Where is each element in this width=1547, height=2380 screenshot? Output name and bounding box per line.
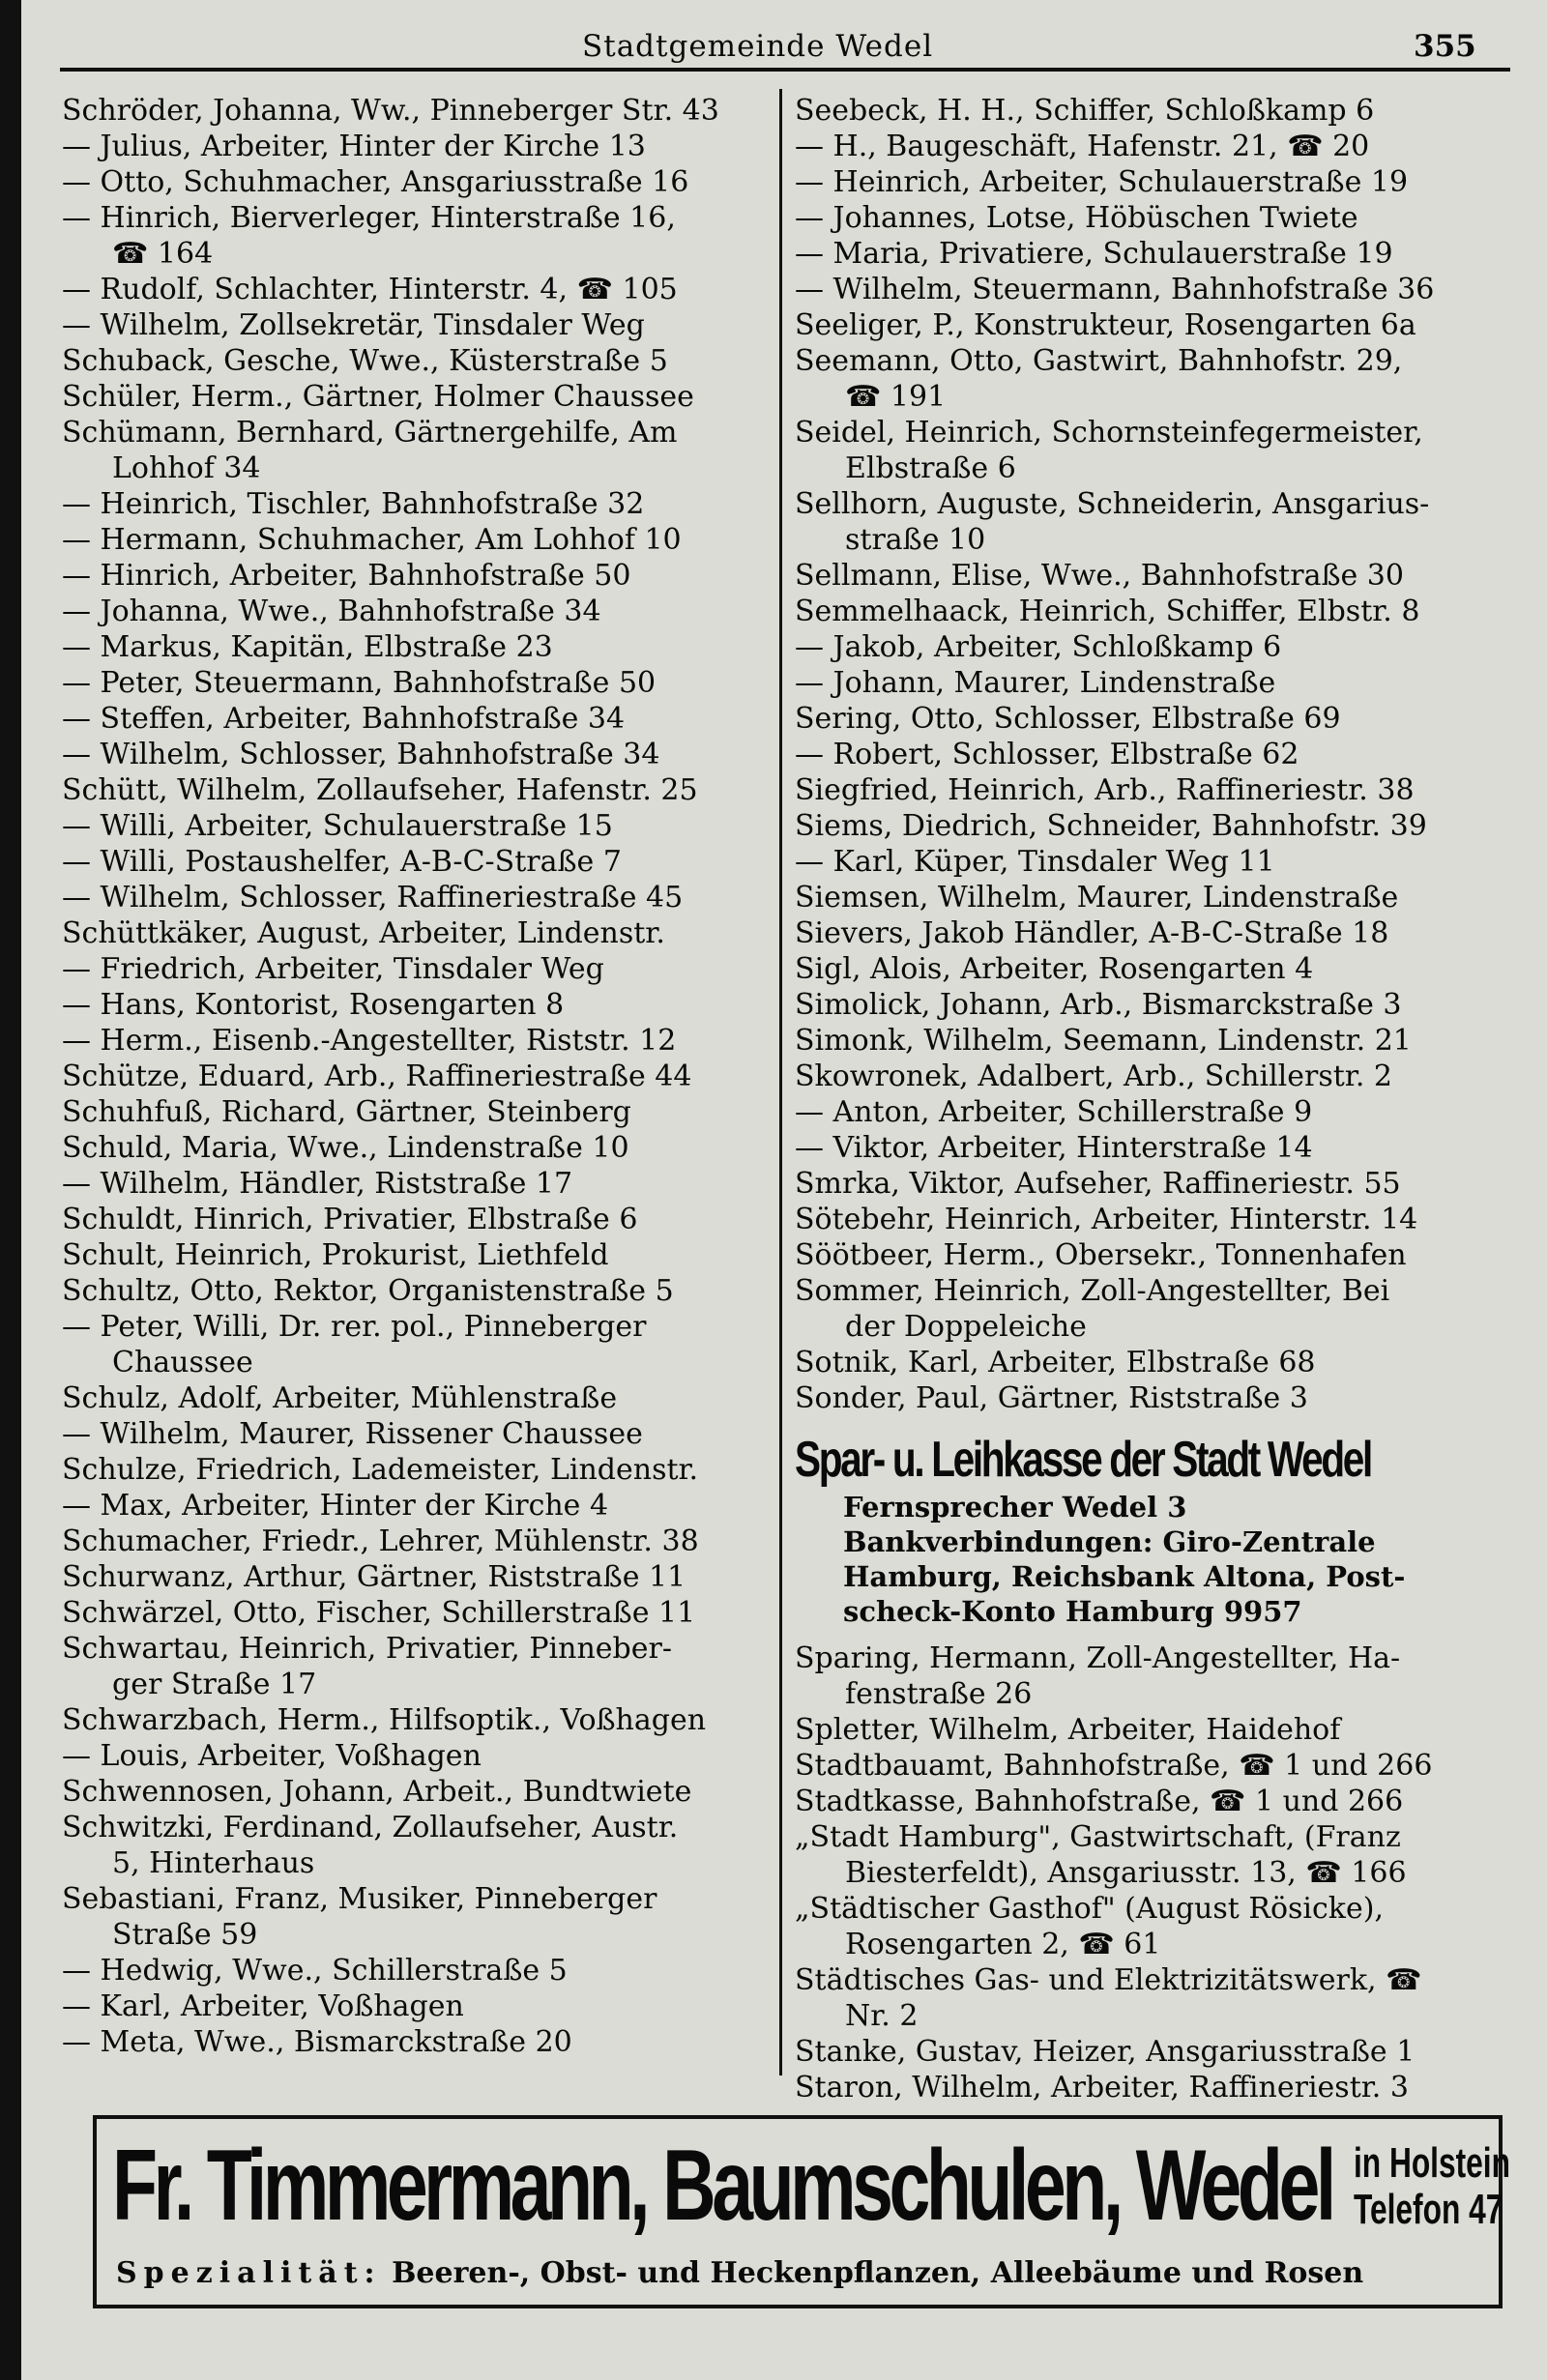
entry-continuation: fenstraße 26 (845, 1677, 1033, 1711)
entry-text: — Friedrich, Arbeiter, Tinsdaler Weg (62, 952, 604, 986)
sparkasse-headline: Spar- u. Leihkasse der Stadt Wedel (795, 1432, 1371, 1488)
entry-text: Sommer, Heinrich, Zoll-Angestellter, Bei (795, 1274, 1390, 1308)
directory-entry (62, 272, 777, 307)
directory-entry (795, 1273, 1530, 1345)
directory-entry (795, 343, 1530, 415)
entry-text: Sellmann, Elise, Wwe., Bahnhofstraße 30 (795, 559, 1404, 593)
timmermann-advert (93, 2115, 1510, 2308)
sparkasse-advert (795, 1430, 1530, 1629)
entry-text: Schultz, Otto, Rektor, Organistenstraße 5 (62, 1274, 674, 1308)
directory-entry (62, 1702, 777, 1738)
directory-entry (62, 1023, 777, 1059)
entry-text: — Wilhelm, Steuermann, Bahnhofstraße 36 (795, 273, 1435, 306)
entry-continuation: ☎ 164 (112, 237, 214, 271)
entry-text: Siegfried, Heinrich, Arb., Raffineriestr. 38 (795, 773, 1415, 807)
directory-entry (62, 129, 777, 164)
entry-text: Schwennosen, Johann, Arbeit., Bundtwiete (62, 1775, 692, 1809)
directory-entry (62, 594, 777, 629)
page-number: 355 (1414, 29, 1476, 64)
entry-text: Schüttkäker, August, Arbeiter, Lindenstr. (62, 916, 665, 950)
directory-entry (795, 486, 1530, 558)
entry-text: Schwitzki, Ferdinand, Zollaufseher, Austr. (62, 1811, 679, 1844)
entry-text: Seebeck, H. H., Schiffer, Schloßkamp 6 (795, 94, 1375, 128)
entry-text: — Willi, Arbeiter, Schulauerstraße 15 (62, 809, 613, 843)
directory-entry (62, 1416, 777, 1452)
entry-text: Sievers, Jakob Händler, A-B-C-Straße 18 (795, 916, 1389, 950)
entry-continuation: Straße 59 (112, 1918, 258, 1952)
directory-entry (795, 1059, 1530, 1094)
timmermann-phone: Telefon 47 (1354, 2186, 1503, 2233)
entry-text: — Willi, Postaushelfer, A-B-C-Straße 7 (62, 845, 622, 879)
entry-text: Schümann, Bernhard, Gärtnergehilfe, Am (62, 416, 678, 450)
directory-entry (62, 1202, 777, 1237)
entry-text: Schulze, Friedrich, Lademeister, Lindenstr. (62, 1453, 699, 1487)
directory-entry (62, 1452, 777, 1488)
directory-entry (62, 1595, 777, 1631)
entry-text: Schwärzel, Otto, Fischer, Schillerstraße 11 (62, 1596, 696, 1630)
directory-entry (62, 1988, 777, 2024)
entry-text: — Anton, Arbeiter, Schillerstraße 9 (795, 1095, 1313, 1129)
entry-text: — Markus, Kapitän, Elbstraße 23 (62, 630, 553, 664)
entry-text: Stadtkasse, Bahnhofstraße, ☎ 1 und 266 (795, 1785, 1404, 1818)
entry-text: — Hinrich, Arbeiter, Bahnhofstraße 50 (62, 559, 631, 593)
directory-entry (62, 629, 777, 665)
entry-text: — Heinrich, Tischler, Bahnhofstraße 32 (62, 487, 645, 521)
directory-entry (795, 93, 1530, 129)
directory-entry (62, 307, 777, 343)
directory-entry (795, 200, 1530, 236)
entry-text: — Jakob, Arbeiter, Schloßkamp 6 (795, 630, 1282, 664)
entry-text: Sering, Otto, Schlosser, Elbstraße 69 (795, 702, 1341, 736)
directory-entry (795, 1237, 1530, 1273)
directory-entry (795, 594, 1530, 629)
entry-text: — Wilhelm, Händler, Riststraße 17 (62, 1167, 573, 1201)
entry-text: Simolick, Johann, Arb., Bismarckstraße 3 (795, 988, 1402, 1022)
directory-entry (62, 379, 777, 415)
column-divider (779, 89, 782, 2075)
directory-entry (795, 987, 1530, 1023)
directory-entry (62, 808, 777, 844)
directory-entry (62, 164, 777, 200)
entry-text: — Louis, Arbeiter, Voßhagen (62, 1739, 482, 1773)
entry-text: — Maria, Privatiere, Schulauerstraße 19 (795, 237, 1393, 271)
entry-text: Schütt, Wilhelm, Zollaufseher, Hafenstr. 25 (62, 773, 698, 807)
entry-text: — Karl, Arbeiter, Voßhagen (62, 1989, 464, 2023)
entry-text: Seidel, Heinrich, Schornsteinfegermeister, (795, 416, 1423, 450)
entry-text: Schult, Heinrich, Prokurist, Liethfeld (62, 1238, 609, 1272)
directory-entry (62, 2024, 777, 2060)
entry-text: Sigl, Alois, Arbeiter, Rosengarten 4 (795, 952, 1314, 986)
entry-text: Sebastiani, Franz, Musiker, Pinneberger (62, 1882, 657, 1916)
entry-text: — Johanna, Wwe., Bahnhofstraße 34 (62, 595, 601, 628)
header-rule (60, 68, 1510, 72)
entry-text: — Steffen, Arbeiter, Bahnhofstraße 34 (62, 702, 626, 736)
entry-continuation: Nr. 2 (845, 1999, 919, 2033)
directory-entry (62, 1309, 777, 1380)
entry-text: Sotnik, Karl, Arbeiter, Elbstraße 68 (795, 1346, 1316, 1379)
page-edge (0, 0, 21, 2380)
directory-entry (795, 1023, 1530, 1059)
directory-entry (62, 1881, 777, 1953)
directory-entry (62, 522, 777, 558)
directory-entry (795, 1819, 1530, 1891)
directory-entry (795, 1891, 1530, 1962)
entry-text: Sellhorn, Auguste, Schneiderin, Ansgarius- (795, 487, 1430, 521)
directory-entry (795, 1748, 1530, 1784)
entry-text: Schuld, Maria, Wwe., Lindenstraße 10 (62, 1131, 629, 1165)
timmermann-location: in Holstein (1354, 2139, 1510, 2187)
entry-text: Schulz, Adolf, Arbeiter, Mühlenstraße (62, 1381, 618, 1415)
directory-entry (62, 1810, 777, 1881)
entry-continuation: straße 10 (845, 523, 986, 557)
entry-text: — Max, Arbeiter, Hinter der Kirche 4 (62, 1489, 609, 1523)
directory-page (21, 0, 1547, 2380)
entry-continuation: Chaussee (112, 1346, 253, 1379)
entry-text: — Hinrich, Bierverleger, Hinterstraße 16, (62, 201, 676, 235)
entry-continuation: Lohhof 34 (112, 451, 261, 485)
right-column (795, 93, 1530, 2105)
entry-text: Sonder, Paul, Gärtner, Riststraße 3 (795, 1381, 1308, 1415)
directory-entry (62, 844, 777, 880)
entry-continuation: ☎ 191 (845, 380, 947, 414)
entry-text: — Wilhelm, Maurer, Rissener Chaussee (62, 1417, 643, 1451)
entry-text: Stanke, Gustav, Heizer, Ansgariusstraße 1 (795, 2035, 1416, 2069)
entry-text: Stadtbauamt, Bahnhofstraße, ☎ 1 und 266 (795, 1749, 1433, 1783)
sparkasse-line: Bankverbindungen: Giro-Zentrale (843, 1525, 1376, 1558)
directory-entry (62, 1738, 777, 1774)
directory-entry (795, 1202, 1530, 1237)
entry-text: Siems, Diedrich, Schneider, Bahnhofstr. 39 (795, 809, 1427, 843)
directory-entry (795, 1345, 1530, 1380)
directory-entry (62, 1380, 777, 1416)
directory-entry (62, 1524, 777, 1559)
directory-entry (795, 880, 1530, 915)
directory-entry (795, 129, 1530, 164)
directory-entry (795, 629, 1530, 665)
entry-continuation: ger Straße 17 (112, 1668, 317, 1701)
entry-text: — Meta, Wwe., Bismarckstraße 20 (62, 2025, 572, 2059)
right-column-bottom (795, 1640, 1530, 2105)
directory-entry (795, 844, 1530, 880)
entry-text: Schuback, Gesche, Wwe., Küsterstraße 5 (62, 344, 668, 378)
entry-text: Seemann, Otto, Gastwirt, Bahnhofstr. 29, (795, 344, 1403, 378)
directory-entry (62, 701, 777, 737)
entry-text: — Hans, Kontorist, Rosengarten 8 (62, 988, 565, 1022)
entry-text: Smrka, Viktor, Aufseher, Raffineriestr. 55 (795, 1167, 1401, 1201)
directory-entry (62, 1559, 777, 1595)
directory-entry (795, 164, 1530, 200)
directory-entry (795, 1130, 1530, 1166)
entry-text: Seeliger, P., Konstrukteur, Rosengarten 6a (795, 308, 1416, 342)
directory-entry (62, 880, 777, 915)
directory-entry (795, 1166, 1530, 1202)
entry-text: — Wilhelm, Zollsekretär, Tinsdaler Weg (62, 308, 645, 342)
directory-entry (795, 558, 1530, 594)
directory-entry (795, 737, 1530, 772)
entry-continuation: Rosengarten 2, ☎ 61 (845, 1928, 1161, 1961)
entry-text: — Hermann, Schuhmacher, Am Lohhof 10 (62, 523, 682, 557)
directory-entry (795, 1640, 1530, 1712)
directory-entry (795, 1712, 1530, 1748)
page-title: Stadtgemeinde Wedel (582, 29, 934, 64)
directory-entry (795, 272, 1530, 307)
directory-entry (795, 1784, 1530, 1819)
entry-text: — Robert, Schlosser, Elbstraße 62 (795, 738, 1299, 771)
entry-continuation: Elbstraße 6 (845, 451, 1016, 485)
entry-text: „Städtischer Gasthof" (August Rösicke), (795, 1892, 1384, 1926)
directory-entry (62, 1237, 777, 1273)
entry-text: Schwarzbach, Herm., Hilfsoptik., Voßhagen (62, 1703, 707, 1737)
sparkasse-line: scheck-Konto Hamburg 9957 (843, 1595, 1302, 1628)
entry-text: „Stadt Hamburg", Gastwirtschaft, (Franz (795, 1820, 1401, 1854)
directory-entry (795, 951, 1530, 987)
directory-entry (62, 915, 777, 951)
directory-entry (795, 1380, 1530, 1416)
directory-entry (62, 772, 777, 808)
directory-entry (62, 987, 777, 1023)
directory-entry (62, 343, 777, 379)
entry-text: Schuhfuß, Richard, Gärtner, Steinberg (62, 1095, 631, 1129)
sparkasse-line: Fernsprecher Wedel 3 (843, 1491, 1187, 1524)
directory-entry (62, 1273, 777, 1309)
entry-text: Siemsen, Wilhelm, Maurer, Lindenstraße (795, 881, 1399, 914)
directory-entry (795, 307, 1530, 343)
directory-entry (62, 737, 777, 772)
entry-text: — Karl, Küper, Tinsdaler Weg 11 (795, 845, 1275, 879)
entry-text: Schwartau, Heinrich, Privatier, Pinneber- (62, 1632, 672, 1666)
entry-text: Söötbeer, Herm., Obersekr., Tonnenhafen (795, 1238, 1407, 1272)
directory-entry (795, 415, 1530, 486)
entry-text: Skowronek, Adalbert, Arb., Schillerstr. 2 (795, 1059, 1393, 1093)
specialty-text: Beeren-, Obst- und Heckenpflanzen, Alleebäume und Rosen (392, 2256, 1364, 2290)
entry-text: Städtisches Gas- und Elektrizitätswerk, ☎ (795, 1963, 1422, 1997)
entry-continuation: 5, Hinterhaus (112, 1846, 315, 1880)
directory-entry (795, 2070, 1530, 2105)
entry-text: — Johannes, Lotse, Höbüschen Twiete (795, 201, 1358, 235)
directory-entry (795, 808, 1530, 844)
entry-text: — Wilhelm, Schlosser, Bahnhofstraße 34 (62, 738, 660, 771)
directory-entry (62, 665, 777, 701)
entry-text: — Viktor, Arbeiter, Hinterstraße 14 (795, 1131, 1313, 1165)
entry-text: Sötebehr, Heinrich, Arbeiter, Hinterstr. 14 (795, 1203, 1418, 1236)
entry-text: — Rudolf, Schlachter, Hinterstr. 4, ☎ 105 (62, 273, 678, 306)
entry-text: Simonk, Wilhelm, Seemann, Lindenstr. 21 (795, 1024, 1412, 1058)
directory-entry (795, 915, 1530, 951)
directory-entry (62, 1059, 777, 1094)
directory-entry (62, 93, 777, 129)
directory-entry (795, 701, 1530, 737)
directory-entry (795, 665, 1530, 701)
right-column-top (795, 93, 1530, 1416)
directory-entry (62, 1488, 777, 1524)
entry-text: — Peter, Willi, Dr. rer. pol., Pinneberger (62, 1310, 647, 1344)
entry-text: — H., Baugeschäft, Hafenstr. 21, ☎ 20 (795, 130, 1370, 163)
directory-entry (62, 558, 777, 594)
directory-entry (62, 1631, 777, 1702)
directory-entry (795, 772, 1530, 808)
directory-entry (62, 1130, 777, 1166)
sparkasse-line: Hamburg, Reichsbank Altona, Post- (843, 1560, 1406, 1593)
entry-text: Staron, Wilhelm, Arbeiter, Raffineriestr. 3 (795, 2071, 1409, 2104)
entry-text: Schütze, Eduard, Arb., Raffineriestraße 44 (62, 1059, 692, 1093)
entry-text: — Otto, Schuhmacher, Ansgariusstraße 16 (62, 165, 689, 199)
timmermann-headline: Fr. Timmermann, Baumschulen, Wedel (112, 2130, 1332, 2242)
entry-text: — Heinrich, Arbeiter, Schulauerstraße 19 (795, 165, 1409, 199)
directory-entry (62, 486, 777, 522)
entry-text: — Johann, Maurer, Lindenstraße (795, 666, 1276, 700)
entry-text: Semmelhaack, Heinrich, Schiffer, Elbstr. 8 (795, 595, 1420, 628)
entry-text: — Hedwig, Wwe., Schillerstraße 5 (62, 1954, 568, 1988)
directory-entry (62, 1774, 777, 1810)
entry-text: Schröder, Johanna, Ww., Pinneberger Str. 43 (62, 94, 719, 128)
entry-text: Schumacher, Friedr., Lehrer, Mühlenstr. 38 (62, 1524, 699, 1558)
specialty-label: Spezialität: (116, 2256, 382, 2290)
timmermann-specialty (116, 2256, 1363, 2290)
entry-text: — Julius, Arbeiter, Hinter der Kirche 13 (62, 130, 646, 163)
entry-text: — Peter, Steuermann, Bahnhofstraße 50 (62, 666, 657, 700)
entry-text: Spletter, Wilhelm, Arbeiter, Haidehof (795, 1713, 1341, 1747)
directory-entry (62, 1166, 777, 1202)
entry-text: Sparing, Hermann, Zoll-Angestellter, Ha- (795, 1641, 1401, 1675)
directory-entry (795, 236, 1530, 272)
entry-text: Schuldt, Hinrich, Privatier, Elbstraße 6 (62, 1203, 638, 1236)
timmermann-side (1354, 2140, 1510, 2233)
entry-text: Schüler, Herm., Gärtner, Holmer Chaussee (62, 380, 694, 414)
entry-text: — Herm., Eisenb.-Angestellter, Riststr. 12 (62, 1024, 677, 1058)
entry-continuation: Biesterfeldt), Ansgariusstr. 13, ☎ 166 (845, 1856, 1407, 1890)
directory-entry (795, 1962, 1530, 2034)
directory-entry (795, 2034, 1530, 2070)
directory-entry (62, 200, 777, 272)
entry-text: — Wilhelm, Schlosser, Raffineriestraße 45 (62, 881, 684, 914)
left-column (62, 93, 777, 2060)
entry-continuation: der Doppeleiche (845, 1310, 1087, 1344)
directory-entry (62, 951, 777, 987)
directory-entry (62, 1094, 777, 1130)
directory-entry (62, 415, 777, 486)
entry-text: Schurwanz, Arthur, Gärtner, Riststraße 11 (62, 1560, 686, 1594)
directory-entry (62, 1953, 777, 1988)
directory-entry (795, 1094, 1530, 1130)
